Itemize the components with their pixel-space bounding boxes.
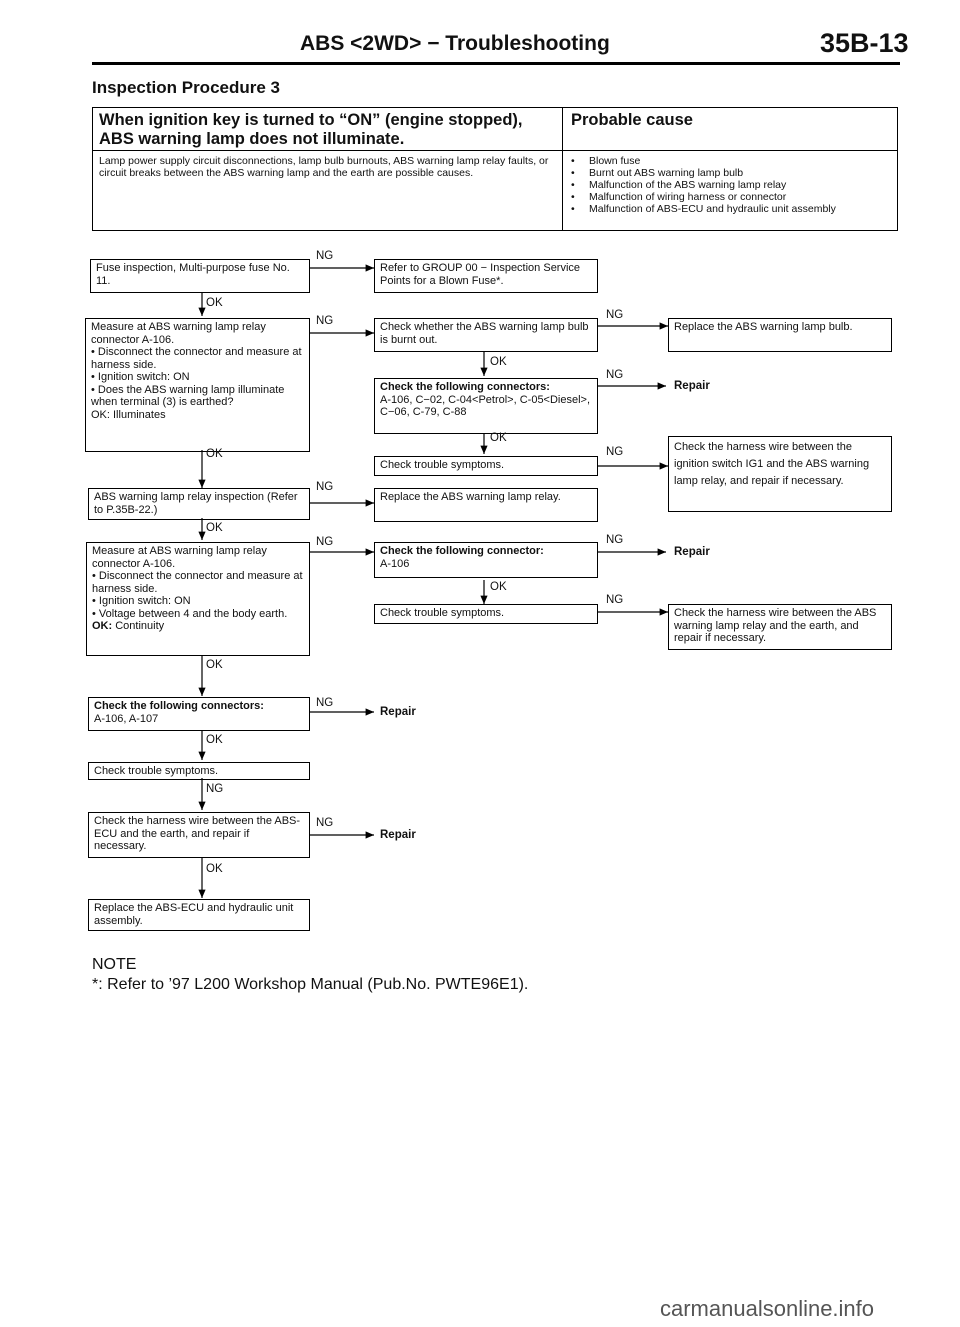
measure-bullet: • Disconnect the connector and measure at harness side. [92, 570, 303, 595]
page-title: ABS <2WD> − Troubleshooting [300, 32, 610, 55]
check-connectors-box [88, 697, 310, 731]
blown-fuse-reference-text: Refer to GROUP 00 − Inspection Service Points for a Blown Fuse*. [380, 262, 581, 287]
fuse-inspection-box [90, 259, 310, 293]
replace-bulb-box [668, 318, 892, 352]
bulb-check-text: Check whether the ABS warning lamp bulb is burnt out. [380, 321, 589, 346]
connector-list: A-106 [380, 557, 410, 570]
ng-label: NG [606, 594, 624, 606]
harness-ig1-text: Check the harness wire between the ignition switch IG1 and the ABS warning lamp relay, and repair if necessary. [674, 441, 870, 487]
ok-label: OK [206, 448, 223, 460]
cause-heading: Probable cause [563, 108, 897, 151]
repair-label: Repair [380, 829, 416, 841]
watermark: carmanualsonline.info [660, 1296, 875, 1321]
ng-label: NG [316, 315, 334, 327]
ng-label: NG [606, 534, 624, 546]
repair-label: Repair [674, 380, 710, 392]
connector-title: Check the following connector: [380, 545, 544, 557]
ok-label: OK [206, 734, 223, 746]
check-connectors-box [374, 378, 598, 434]
ng-label: NG [316, 250, 334, 262]
replace-relay-box [374, 488, 598, 522]
harness-ig1-box [668, 436, 892, 512]
trouble-symptoms-text: Check trouble symptoms. [380, 607, 505, 619]
ok-label: OK [490, 581, 507, 593]
measure-bullet: • Ignition switch: ON [92, 595, 191, 607]
ok-label: OK [206, 522, 223, 534]
relay-inspection-box [88, 488, 310, 520]
ng-label: NG [206, 783, 224, 795]
ok-label: OK [206, 659, 223, 671]
replace-relay-text: Replace the ABS warning lamp relay. [380, 491, 561, 503]
cause-item: • Blown fuse [571, 155, 889, 167]
measure-bullet-text: Ignition switch: ON [98, 595, 191, 607]
connectors-title: Check the following connectors: [380, 381, 550, 393]
measure-bullet-text: Disconnect the connector and measure at harness side. [92, 570, 303, 595]
ng-label: NG [316, 817, 334, 829]
repair-label: Repair [674, 546, 710, 558]
ng-label: NG [606, 369, 624, 381]
check-connector-box [374, 542, 598, 578]
replace-ecu-box [88, 899, 310, 931]
fuse-inspection-text: Fuse inspection, Multi-purpose fuse No. 11. [96, 262, 290, 287]
ng-label: NG [606, 446, 624, 458]
cause-item: • Burnt out ABS warning lamp bulb [571, 167, 889, 179]
note-text: *: Refer to ’97 L200 Workshop Manual (Pub.No. PWTE96E1). [92, 976, 529, 993]
harness-ecu-text: Check the harness wire between the ABS-ECU and the earth, and repair if necessary. [94, 815, 301, 852]
harness-ecu-box [88, 812, 310, 858]
connectors-title: Check the following connectors: [94, 700, 264, 712]
page-number: 35B-13 [820, 28, 909, 58]
replace-bulb-text: Replace the ABS warning lamp bulb. [674, 321, 853, 333]
trouble-symptoms-box [88, 762, 310, 780]
section-title: Inspection Procedure 3 [92, 78, 280, 97]
harness-relay-earth-text: Check the harness wire between the ABS warning lamp relay and the earth, and repair if necessary. [674, 607, 877, 644]
ng-label: NG [316, 697, 334, 709]
measure-bullet-text: Does the ABS warning lamp illuminate when terminal (3) is earthed? [91, 383, 285, 408]
ng-label: NG [606, 309, 624, 321]
measure-bullet-text: Ignition switch: ON [97, 371, 190, 383]
connectors-list: A-106, A-107 [94, 712, 159, 725]
note-title: NOTE [92, 956, 137, 973]
measure-bullet: • Voltage between 4 and the body earth. [92, 607, 288, 620]
bulb-check-box [374, 318, 598, 352]
ok-label: OK: [92, 620, 113, 632]
repair-label: Repair [380, 706, 416, 718]
trouble-symptoms-box [374, 456, 598, 476]
cause-item: • Malfunction of ABS-ECU and hydraulic unit assembly [571, 203, 889, 215]
relay-connector-measure-box [85, 318, 310, 452]
replace-ecu-text: Replace the ABS-ECU and hydraulic unit assembly. [94, 902, 294, 927]
trouble-symptoms-box [374, 604, 598, 624]
trouble-symptoms-text: Check trouble symptoms. [94, 765, 219, 777]
ok-label: OK [490, 356, 507, 368]
ok-value: Continuity [115, 620, 165, 632]
ok-label: OK [206, 297, 223, 309]
trouble-symptoms-text: Check trouble symptoms. [380, 459, 505, 471]
ng-label: NG [316, 481, 334, 493]
cause-item: • Malfunction of the ABS warning lamp relay [571, 179, 889, 191]
measure-ok-criterion [92, 620, 304, 633]
relay-voltage-measure-box [86, 542, 310, 656]
measure-bullet: • Does the ABS warning lamp illuminate when terminal (3) is earthed? [91, 383, 285, 408]
measure-title: Measure at ABS warning lamp relay connector A-106. [91, 321, 266, 346]
connectors-list: A-106, C−02, C-04<Petrol>, C-05<Diesel>, C−06, C-79, C-88 [380, 393, 591, 418]
relay-inspection-text: ABS warning lamp relay inspection (Refer to P.35B-22.) [94, 491, 298, 516]
cause-item: • Malfunction of wiring harness or connector [571, 191, 889, 203]
ok-label: OK [206, 863, 223, 875]
measure-title: Measure at ABS warning lamp relay connector A-106. [92, 545, 267, 570]
harness-relay-earth-box [668, 604, 892, 650]
ok-label: OK [490, 432, 507, 444]
measure-bullet: • Ignition switch: ON [91, 371, 190, 383]
measure-bullet: • Disconnect the connector and measure at harness side. [91, 346, 302, 371]
measure-ok-criterion: OK: Illuminates [91, 408, 166, 421]
measure-bullet-text: Voltage between 4 and the body earth. [98, 607, 288, 620]
symptom-heading: When ignition key is turned to “ON” (engine stopped), ABS warning lamp does not illuminate. [93, 108, 563, 151]
blown-fuse-reference-box [374, 259, 598, 293]
ng-label: NG [316, 536, 334, 548]
measure-bullet-text: Disconnect the connector and measure at harness side. [91, 346, 302, 371]
symptom-description: Lamp power supply circuit disconnections, lamp bulb burnouts, ABS warning lamp relay faults, or circuit breaks between the ABS warning lamp and the earth are possible causes. [93, 151, 563, 230]
